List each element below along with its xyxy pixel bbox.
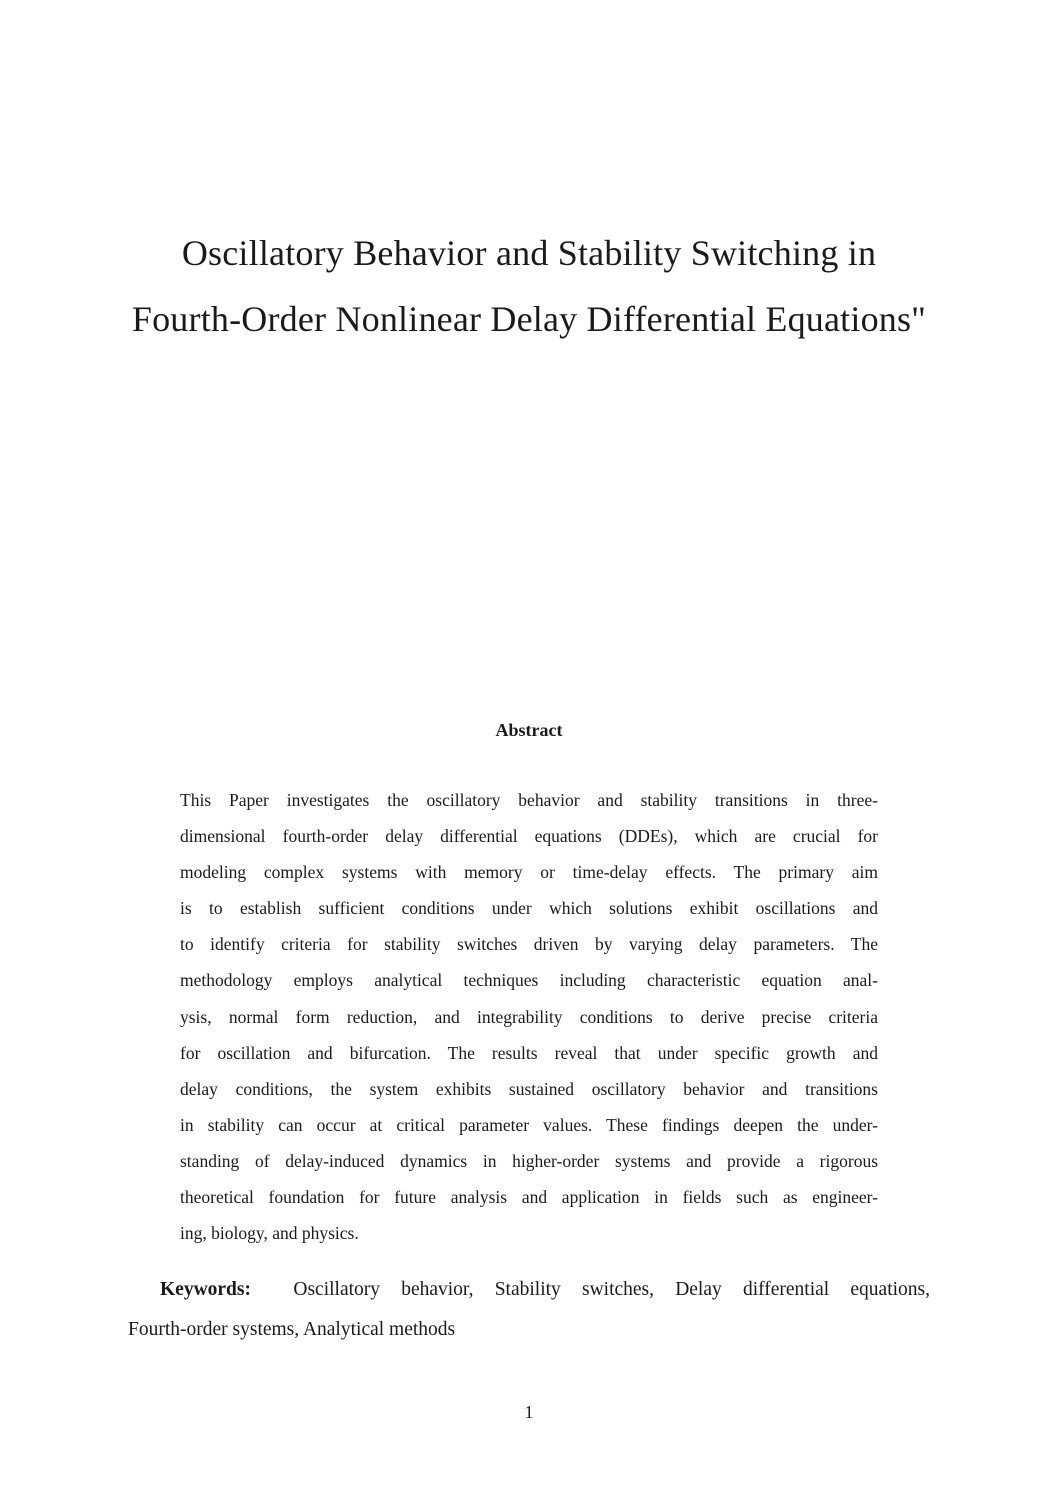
- abstract-line: in stability can occur at critical parameter values. These findings deepen the under-: [180, 1114, 878, 1135]
- keywords-line: [128, 1270, 930, 1310]
- abstract-text: [180, 782, 878, 1251]
- keywords-line: Fourth-order systems, Analytical methods: [128, 1319, 456, 1340]
- abstract-line: ysis, normal form reduction, and integrability conditions to derive precise criteria: [180, 1006, 878, 1027]
- abstract-line: to identify criteria for stability switches driven by varying delay parameters. The: [180, 934, 878, 955]
- abstract-line: methodology employs analytical techniques including characteristic equation anal-: [180, 970, 878, 991]
- page-number: 1: [524, 1402, 534, 1422]
- abstract-line: standing of delay-induced dynamics in higher-order systems and provide a rigorous: [180, 1150, 878, 1171]
- abstract-line: is to establish sufficient conditions under which solutions exhibit oscillations and: [180, 898, 878, 919]
- abstract-heading: Abstract: [495, 720, 563, 740]
- keywords: [128, 1270, 930, 1350]
- abstract-line: ing, biology, and physics.: [180, 1223, 359, 1244]
- abstract-line: for oscillation and bifurcation. The results reveal that under specific growth and: [180, 1042, 878, 1063]
- title-line: Oscillatory Behavior and Stability Switching in: [181, 233, 877, 273]
- abstract-line: This Paper investigates the oscillatory behavior and stability transitions in three-: [180, 790, 878, 810]
- paper-title: [100, 220, 958, 352]
- abstract-line: dimensional fourth-order delay differential equations (DDEs), which are crucial for: [180, 826, 878, 847]
- abstract-line: modeling complex systems with memory or time-delay effects. The primary aim: [180, 862, 878, 883]
- title-line: Fourth-Order Nonlinear Delay Differential Equations": [131, 299, 927, 339]
- keywords-text: Oscillatory behavior, Stability switches, Delay differential equations,: [293, 1279, 931, 1300]
- abstract-line: theoretical foundation for future analysis and application in fields such as engineer-: [180, 1187, 878, 1208]
- abstract-line: delay conditions, the system exhibits sustained oscillatory behavior and transitions: [180, 1078, 878, 1099]
- keywords-label: Keywords:: [160, 1279, 251, 1300]
